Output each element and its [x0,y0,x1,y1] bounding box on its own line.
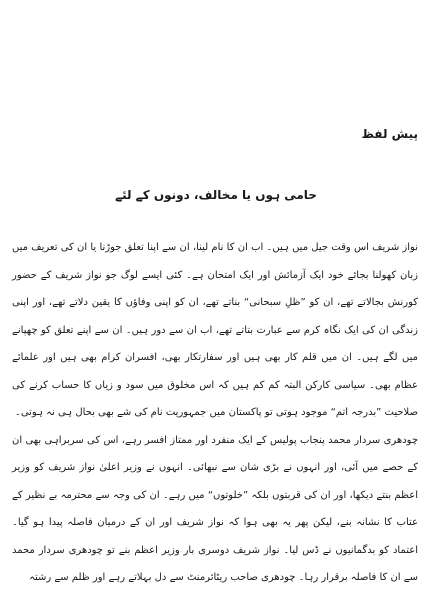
paragraph: نواز شریف اس وقت جیل میں ہیں۔ اب ان کا نام لینا، ان سے اپنا تعلق جوڑنا یا ان کی تعریف میں زبان کھولنا بجائے خود ایک آزمائش اور ایک امتحان ہے۔ کئی ایسے لوگ جو نواز شریف کے حضور کورنش بجالاتے تھے، ان کو ”ظلِ سبحانی“ بناتے تھے، ان کو اپنی وفاؤں کا یقین دلاتے تھے، اور اپنی زندگی ان کی ایک نگاہ کرم سے عبارت بتاتے تھے، اب ان سے دور ہیں۔ ان سے اپنے تعلق کو چھپانے میں لگے ہیں۔ ان میں قلم کار بھی ہیں اور سفارتکار بھی، افسران کرام بھی ہیں اور علمائے عظام بھی۔ سیاسی کارکن البتہ کم کم ہیں کہ اس مخلوق میں سود و زیاں کا حساب کرنے کی صلاحیت ”بدرجہ اتم“ موجود ہوتی تو پاکستان میں جمہوریت نام کی شے بھی بحال ہی نہ ہوتی۔ [12,242,418,418]
body-text [12,234,418,592]
subtitle: حامی ہوں یا مخالف، دونوں کے لئے [115,188,317,202]
paragraph: چودھری سردار محمد پنجاب پولیس کے ایک منفرد اور ممتاز افسر رہے، اس کی سربراہی بھی ان کے حصے میں آئی، اور انہوں نے بڑی شان سے نبھائی۔ انہوں نے وزیر اعلیٰ نواز شریف کو وزیر اعظم بنتے دیکھا، اور ان کی قربتوں بلکہ ”خلوتوں“ میں رہے۔ ان کی وجہ سے محترمہ بے نظیر کے عتاب کا نشانہ بنے، لیکن پھر یہ بھی ہوا کہ نواز شریف اور ان کے درمیان فاصلہ پیدا ہو گیا۔ اعتماد کو بدگمانیوں نے ڈس لیا۔ نواز شریف دوسری بار وزیر اعظم بنے تو چودھری سردار محمد سے ان کا فاصلہ برقرار رہا۔ چودھری صاحب ریٹائرمنٹ سے دل بہلاتے رہے اور ظلم سے رشتہ [12,434,418,583]
section-heading: پیش لفظ [361,127,418,141]
